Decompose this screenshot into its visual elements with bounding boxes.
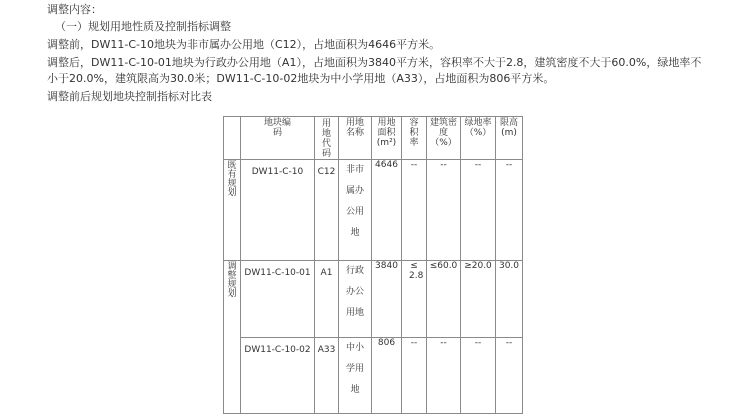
table-row bbox=[224, 338, 523, 414]
cell-code: DW11-C-10-01 bbox=[241, 261, 315, 338]
header-cell-area: 用地面积(m²) bbox=[372, 117, 402, 160]
cell-height: -- bbox=[496, 160, 523, 261]
doc-line-before: 调整前，DW11-C-10地块为非市属办公用地（C12），占地面积为4646平方米。 bbox=[47, 38, 441, 51]
cell-use-code: C12 bbox=[315, 160, 339, 261]
doc-line-table-caption: 调整前后规划地块控制指标对比表 bbox=[47, 90, 212, 103]
cell-height: -- bbox=[496, 338, 523, 414]
cell-use-name: 非市属办公用地 bbox=[339, 160, 372, 261]
table-row bbox=[224, 160, 523, 261]
group-label-existing: 既有规划 bbox=[224, 160, 241, 261]
cell-area: 806 bbox=[372, 338, 402, 414]
table-row bbox=[224, 261, 523, 338]
header-cell-green: 绿地率（%） bbox=[461, 117, 496, 160]
doc-line-heading: 调整内容： bbox=[47, 3, 102, 16]
header-cell-height: 限高(m) bbox=[496, 117, 523, 160]
cell-use-name: 中小学用地 bbox=[339, 338, 372, 414]
cell-use-code: A1 bbox=[315, 261, 339, 338]
cell-use-name: 行政办公用地 bbox=[339, 261, 372, 338]
header-cell-use-name: 用地名称 bbox=[339, 117, 372, 160]
cell-code: DW11-C-10-02 bbox=[241, 338, 315, 414]
doc-line-section-title: （一）规划用地性质及控制指标调整 bbox=[55, 20, 231, 33]
cell-green: ≥20.0 bbox=[461, 261, 496, 338]
header-cell-density: 建筑密度（%） bbox=[427, 117, 461, 160]
cell-density: ≤60.0 bbox=[427, 261, 461, 338]
doc-line-after-2: 小于20.0%，建筑限高为30.0米；DW11-C-10-02地块为中小学用地（A33），占地面积为806平方米。 bbox=[47, 72, 555, 85]
cell-height: 30.0 bbox=[496, 261, 523, 338]
cell-green: -- bbox=[461, 338, 496, 414]
cell-density: -- bbox=[427, 160, 461, 261]
cell-area: 4646 bbox=[372, 160, 402, 261]
header-cell-far: 容积率 bbox=[402, 117, 427, 160]
cell-use-code: A33 bbox=[315, 338, 339, 414]
cell-green: -- bbox=[461, 160, 496, 261]
header-cell-blank bbox=[224, 117, 241, 160]
group-label-adjusted: 调整规划 bbox=[224, 261, 241, 414]
header-cell-use-code: 用地代码 bbox=[315, 117, 339, 160]
cell-area: 3840 bbox=[372, 261, 402, 338]
cell-density: -- bbox=[427, 338, 461, 414]
cell-far: -- bbox=[402, 160, 427, 261]
cell-far: ≤ 2.8 bbox=[402, 261, 427, 338]
header-cell-code: 地块编码 bbox=[241, 117, 315, 160]
cell-code: DW11-C-10 bbox=[241, 160, 315, 261]
table-header-row bbox=[224, 117, 523, 160]
cell-far: -- bbox=[402, 338, 427, 414]
doc-line-after-1: 调整后，DW11-C-10-01地块为行政办公用地（A1），占地面积为3840平方米，容积率不大于2.8，建筑密度不大于60.0%，绿地率不 bbox=[47, 56, 702, 69]
comparison-table bbox=[223, 116, 523, 414]
